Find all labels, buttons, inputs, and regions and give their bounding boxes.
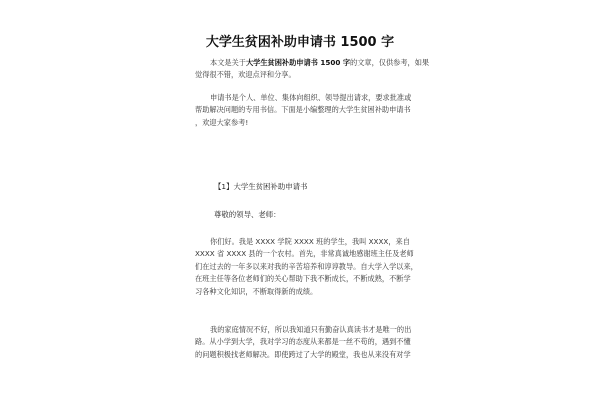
body1-line-2: XXXX 省 XXXX 县的一个农村。首先，非常真诚地感谢班主任及老师 — [195, 249, 414, 259]
intro-line-2: 觉得很不错，欢迎点评和分享。 — [195, 70, 296, 80]
intro-line-1-prefix: 本文是关于 — [210, 58, 246, 67]
salutation: 尊敬的领导、老师： — [214, 210, 281, 219]
body2-line-1: 我的家庭情况不好，所以我知道只有勤奋认真读书才是唯一的出 — [210, 325, 412, 334]
body1-line-5: 习各种文化知识，不断取得新的成绩。 — [195, 286, 318, 296]
body1-line-3: 们在过去的一年多以来对我的辛苦培养和谆谆教导。自大学入学以来， — [195, 261, 418, 271]
body1-line-4: 在班主任等各位老师们的关心帮助下我不断成长，不断成熟，不断学 — [195, 274, 411, 284]
description-paragraph — [195, 92, 417, 129]
body1-line-1: 你们好。我是 XXXX 学院 XXXX 班的学生，我叫 XXXX，来自 — [210, 237, 410, 246]
body-paragraph-1 — [195, 236, 417, 298]
body2-line-3: 的问题积极找老师解决。即使跨过了大学的殿堂，我也从来没有对学 — [195, 349, 411, 359]
section-heading: 【1】大学生贫困补助申请书 — [214, 182, 308, 191]
intro-line-1 — [195, 57, 430, 69]
desc-line-2: 帮助解决问题的专用书信。下面是小编整理的大学生贫困补助申请书 — [195, 105, 411, 115]
document-title: 大学生贫困补助申请书 1500 字 — [205, 35, 395, 50]
desc-line-3: ，欢迎大家参考! — [195, 117, 249, 127]
intro-line-1-bold: 大学生贫困补助申请书 1500 字 — [245, 58, 351, 67]
intro-paragraph — [195, 57, 430, 82]
body-paragraph-2 — [195, 324, 417, 361]
body2-line-2: 路。从小学到大学，我对学习的态度从来都是一丝不苟的，遇到不懂 — [195, 337, 411, 347]
intro-line-1-suffix: 的文章，仅供参考，如果 — [350, 58, 430, 67]
desc-line-1: 申请书是个人、单位、集体向组织、领导提出请求，要求批准或 — [210, 93, 412, 102]
